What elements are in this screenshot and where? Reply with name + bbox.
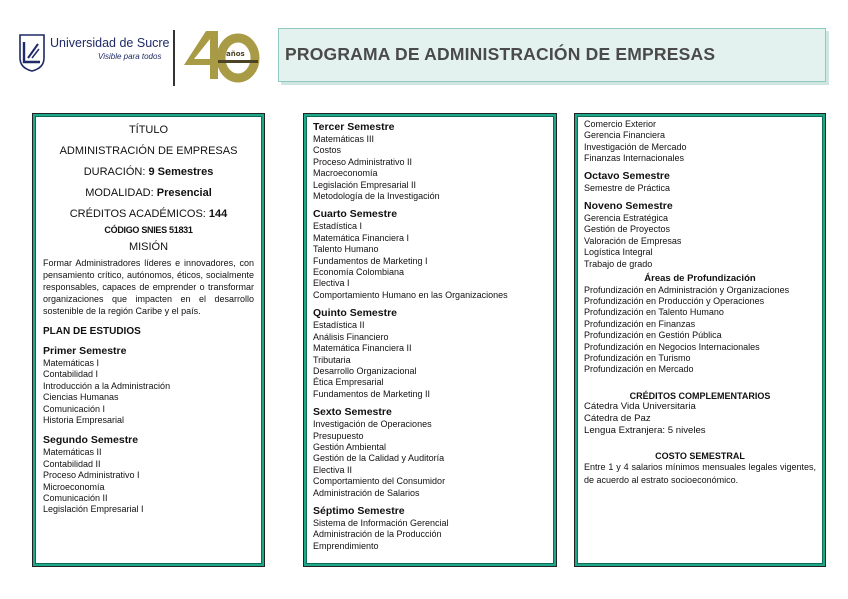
course-item: Análisis Financiero — [313, 331, 389, 342]
course-item: Electiva I — [313, 278, 350, 289]
course-item: Desarrollo Organizacional — [313, 365, 417, 376]
credits-label: CRÉDITOS ACADÉMICOS: — [69, 208, 206, 220]
credit-item: Lengua Extranjera: 5 niveles — [584, 424, 706, 436]
area-item: Profundización en Negocios Internacionales — [584, 341, 760, 352]
course-item: Macroeconomía — [313, 168, 378, 179]
areas-list — [584, 285, 816, 376]
mission-heading: MISIÓN — [128, 241, 169, 253]
university-slogan: Visible para todos — [98, 52, 162, 61]
course-item: Matemáticas III — [313, 134, 375, 144]
program-title-banner — [278, 28, 826, 82]
program-title: PROGRAMA DE ADMINISTRACIÓN DE EMPRESAS — [285, 44, 716, 64]
title-label: TÍTULO — [128, 124, 169, 136]
shield-icon — [18, 32, 46, 72]
extras-panel — [574, 113, 826, 567]
course-item: Estadística II — [313, 320, 365, 331]
degree-title: ADMINISTRACIÓN DE EMPRESAS — [59, 145, 238, 157]
course-item: Metodología de la Investigación — [313, 191, 440, 202]
duration-value: 9 Semestres — [148, 166, 214, 178]
course-item: Microeconomía — [43, 481, 105, 492]
course-item: Gestión de la Calidad y Auditoría — [313, 453, 445, 464]
areas-heading: Áreas de Profundización — [644, 273, 756, 285]
course-item: Legislación Empresarial II — [313, 179, 417, 190]
course-item: Economía Colombiana — [313, 267, 405, 278]
continued-course-list — [584, 119, 816, 165]
course-item: Administración de Salarios — [313, 487, 420, 498]
info-panel — [32, 113, 265, 567]
course-item: Costos — [313, 145, 342, 156]
credit-item: Cátedra de Paz — [584, 412, 651, 424]
course-item: Contabilidad I — [43, 369, 99, 380]
cost-heading: COSTO SEMESTRAL — [655, 450, 745, 461]
semester-title: Segundo Semestre — [43, 434, 139, 447]
course-item: Comunicación I — [43, 403, 106, 414]
duration-line — [43, 165, 254, 179]
course-item: Logística Integral — [584, 247, 653, 258]
course-item: Electiva II — [313, 464, 353, 475]
course-item: Comercio Exterior — [584, 119, 657, 129]
university-name: Universidad de Sucre — [50, 36, 170, 50]
semester-list — [313, 121, 547, 552]
course-item: Investigación de Mercado — [584, 141, 687, 152]
modality-line — [43, 186, 254, 200]
semester-list — [43, 345, 254, 516]
area-item: Profundización en Gestión Pública — [584, 330, 722, 341]
modality-label: MODALIDAD: — [85, 187, 154, 199]
mission-text: Formar Administradores líderes e innovadores, con pensamiento crítico, autónomos, éticos, socialmente responsables, capaces de emprender o transformar organizaciones que impacten en el desarrollo sostenible de la región Caribe y el país. — [43, 258, 254, 316]
course-item: Sistema de Información Gerencial — [313, 517, 449, 528]
area-item: Profundización en Mercado — [584, 364, 694, 375]
course-item: Tributaria — [313, 354, 351, 365]
course-item: Finanzas Internacionales — [584, 153, 685, 164]
semester-title: Sexto Semestre — [313, 406, 392, 419]
course-item: Fundamentos de Marketing I — [313, 255, 428, 266]
area-item: Profundización en Producción y Operaciones — [584, 295, 765, 306]
semester-title: Séptimo Semestre — [313, 504, 405, 517]
cost-text: Entre 1 y 4 salarios mínimos mensuales legales vigentes, de acuerdo al estrato socioeconómico. — [584, 461, 816, 485]
area-item: Profundización en Turismo — [584, 353, 691, 363]
semester-title: Octavo Semestre — [584, 169, 670, 182]
course-item: Gerencia Estratégica — [584, 213, 669, 224]
course-item: Semestre de Práctica — [584, 182, 671, 193]
semester-title: Noveno Semestre — [584, 200, 673, 213]
course-item: Matemática Financiera I — [313, 232, 410, 243]
complementary-credits-list — [584, 401, 816, 437]
curriculum-panel — [303, 113, 557, 567]
credit-item: Cátedra Vida Universitaria — [584, 400, 696, 412]
semester-title: Tercer Semestre — [313, 121, 395, 133]
course-item: Comunicación II — [43, 493, 108, 504]
course-item: Comportamiento del Consumidor — [313, 476, 446, 487]
logo-divider — [173, 30, 175, 86]
course-item: Comportamiento Humano en las Organizaciones — [313, 289, 508, 300]
course-item: Investigación de Operaciones — [313, 419, 432, 430]
course-item: Ciencias Humanas — [43, 392, 119, 403]
course-item: Matemáticas II — [43, 447, 102, 458]
plan-heading: PLAN DE ESTUDIOS — [43, 326, 141, 337]
semester-title: Cuarto Semestre — [313, 208, 398, 221]
complementary-credits-heading: CRÉDITOS COMPLEMENTARIOS — [629, 390, 771, 401]
course-item: Matemática Financiera II — [313, 343, 412, 354]
semester-title: Primer Semestre — [43, 345, 127, 357]
anniversary-label: años — [226, 50, 245, 58]
credits-line — [43, 207, 254, 221]
snies-code: CÓDIGO SNIES 51831 — [104, 225, 193, 235]
course-item: Contabilidad II — [43, 458, 101, 469]
course-item: Gerencia Financiera — [584, 130, 666, 141]
modality-value: Presencial — [156, 187, 212, 199]
course-item: Estadística I — [313, 221, 363, 232]
course-item: Introducción a la Administración — [43, 380, 171, 391]
anniversary-logo — [180, 25, 260, 85]
course-item: Gestión Ambiental — [313, 441, 387, 452]
course-item: Historia Empresarial — [43, 415, 125, 426]
duration-label: DURACIÓN: — [83, 166, 146, 178]
course-item: Legislación Empresarial I — [43, 504, 144, 515]
credits-value: 144 — [208, 208, 228, 220]
course-item: Trabajo de grado — [584, 258, 653, 269]
semester-list — [584, 170, 816, 270]
course-item: Proceso Administrativo II — [313, 156, 413, 167]
university-logo — [18, 30, 258, 84]
area-item: Profundización en Administración y Organizaciones — [584, 284, 790, 295]
course-item: Administración de la Producción — [313, 529, 442, 540]
course-item: Presupuesto — [313, 430, 364, 441]
course-item: Talento Humano — [313, 244, 379, 255]
semester-title: Quinto Semestre — [313, 307, 398, 320]
area-item: Profundización en Talento Humano — [584, 307, 724, 318]
area-item: Profundización en Finanzas — [584, 318, 696, 329]
course-item: Valoración de Empresas — [584, 235, 682, 246]
course-item: Ética Empresarial — [313, 377, 384, 388]
course-item: Emprendimiento — [313, 540, 379, 551]
course-item: Gestión de Proyectos — [584, 224, 671, 235]
course-item: Fundamentos de Marketing II — [313, 388, 431, 399]
course-item: Proceso Administrativo I — [43, 470, 140, 481]
course-item: Matemáticas I — [43, 358, 100, 368]
